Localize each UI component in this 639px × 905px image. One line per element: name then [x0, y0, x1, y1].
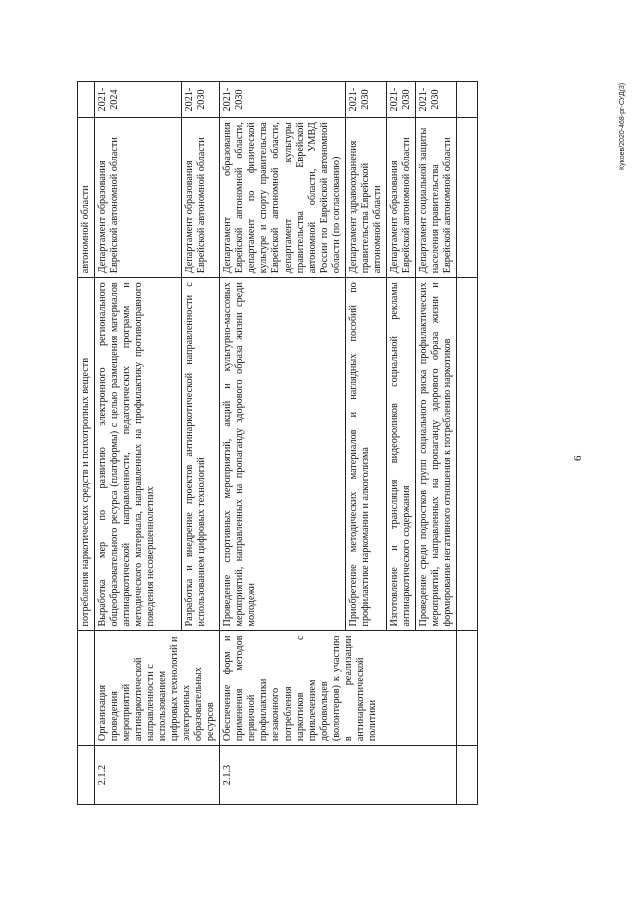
cell-period: 2021-2024	[95, 82, 182, 118]
cell-activity: Разработка и внедрение проектов антинаркотической направленности с использованием цифровых технологий	[181, 278, 220, 631]
footer-doc-code: Кукоев/2020-468-рг-СУД(3)	[619, 82, 626, 170]
cell-executor: Департамент образования Еврейской автономной области, департамент по физической культуре и спорту правительства Еврейской автономной области, департамент культуры правительства Еврейской автономной области, УМВД России по Еврейской автономной области (по согласованию)	[220, 118, 345, 278]
cell-empty	[456, 82, 477, 118]
table-row	[95, 82, 182, 805]
cell-period: 2021-2030	[386, 82, 415, 118]
cell-empty	[456, 118, 477, 278]
cell-period: 2021-2030	[220, 82, 345, 118]
cell-task: Организация проведения мероприятий антинаркотической направленности с использованием цифровых технологий и электронных образовательных ресурсов	[95, 631, 220, 746]
cell-activity: Проведение спортивных мероприятий, акций и культурно-массовых мероприятий, направленных на пропаганду здорового образа жизни среди молодежи	[220, 278, 345, 631]
cell-executor: Департамент образования Еврейской автономной области	[181, 118, 220, 278]
cell-empty	[456, 746, 477, 805]
cell-num: 2.1.2	[95, 746, 220, 805]
cell-activity: Изготовление и трансляция видеороликов социальной рекламы антинаркотического содержания	[386, 278, 415, 631]
cell-executor: Департамент социальной защиты населения правительства Еврейской автономной области	[415, 118, 456, 278]
measures-table	[77, 81, 478, 805]
cell-period: 2021-2030	[415, 82, 456, 118]
cell-num	[78, 746, 95, 805]
cell-period: 2021-2030	[181, 82, 220, 118]
table-row-empty	[456, 82, 477, 805]
cell-activity: Приобретение методических материалов и наглядных пособий по профилактике наркомании и алкоголизма	[345, 278, 386, 631]
cell-executor: Департамент образования Еврейской автономной области	[386, 118, 415, 278]
page-number: 6	[572, 455, 584, 461]
cell-period: 2021-2030	[345, 82, 386, 118]
table-row-continuation	[78, 82, 95, 805]
cell-activity: потребления наркотических средств и психотропных веществ	[78, 278, 95, 631]
cell-task	[78, 631, 95, 746]
table-row	[220, 82, 345, 805]
cell-num: 2.1.3	[220, 746, 457, 805]
cell-executor: Департамент образования Еврейской автономной области	[95, 118, 182, 278]
cell-empty	[456, 278, 477, 631]
cell-executor: автономной области	[78, 118, 95, 278]
cell-activity: Выработка мер по развитию электронного регионального общеобразовательного ресурса (платформы) с целью размещения материалов антинаркотической направленности, педагогических программ и методического материала, направленных на профилактику противоправного поведения несовершеннолетних	[95, 278, 182, 631]
cell-period	[78, 82, 95, 118]
cell-executor: Департамент здравоохранения правительства Еврейской автономной области	[345, 118, 386, 278]
cell-activity: Проведение среди подростков групп социального риска профилактических мероприятий, направленных на пропаганду здорового образа жизни и формирование негативного отношения к потреблению наркотиков	[415, 278, 456, 631]
cell-empty	[456, 631, 477, 746]
cell-task: Обеспечение форм и применения методов первичной профилактики незаконного потребления наркотиков с привлечением добровольцев (волонтеров) к участию в реализации антинаркотической политики	[220, 631, 457, 746]
